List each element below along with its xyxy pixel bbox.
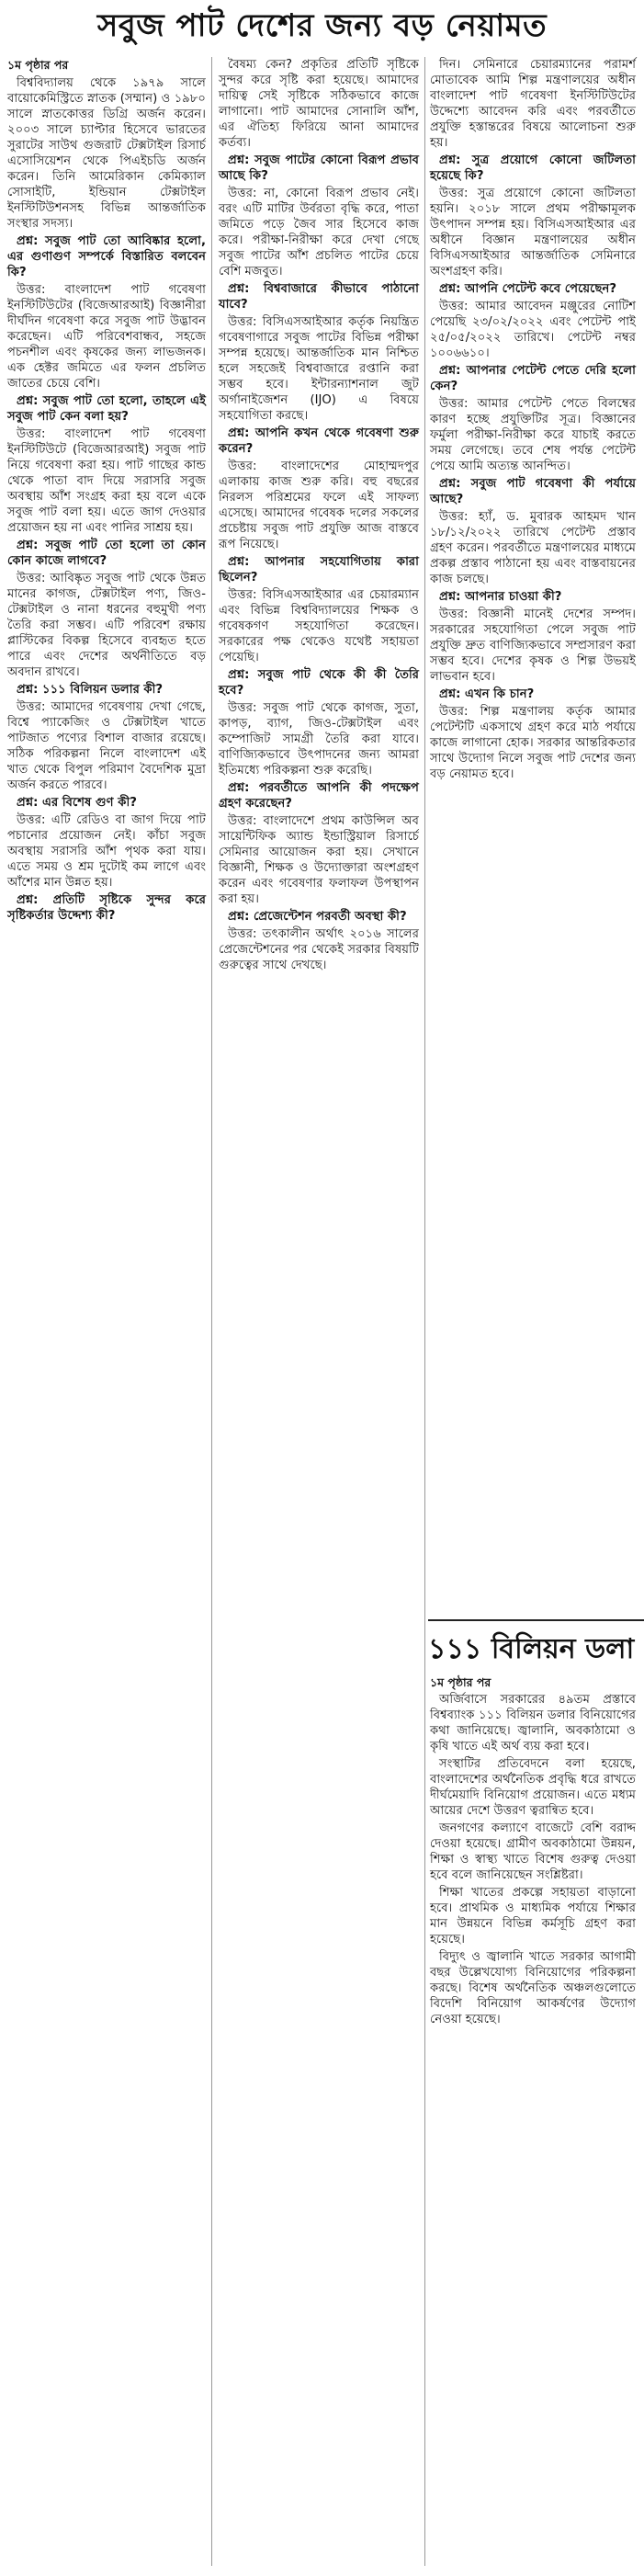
answer: উত্তর: হ্যাঁ, ড. মুবারক আহমদ খান ১৮/১২/২০২২ তারিখে পেটেন্ট প্রস্তাব গ্রহণ করেন। পরবর্তীতে মন্ত্রণালয়ের মাধ্যমে প্রকল্প প্রস্তাব পাঠানো হয় এবং বাস্তবায়নের কাজ চলছে।	[430, 510, 636, 586]
answer: উত্তর: বাংলাদেশে প্রথম কাউন্সিল অব সায়েন্টিফিক অ্যান্ড ইন্ডাস্ট্রিয়াল রিসার্চে সেমিনার আয়োজন করা হয়। সেখানে বিজ্ঞানী, শিক্ষক ও উদ্যোক্তারা অংশগ্রহণ করেন এবং গবেষণার ফলাফল উপস্থাপন করা হয়।	[219, 814, 419, 906]
answer: উত্তর: না, কোনো বিরূপ প্রভাব নেই। বরং এটি মাটির উর্বরতা বৃদ্ধি করে, পাতা জমিতে পড়ে জৈব সার হিসেবে কাজ করে। পরীক্ষা-নিরীক্ষা করে দেখা গেছে সবুজ পাটের আঁশ প্রচলিত পাটের চেয়ে বেশি মজবুত।	[219, 187, 419, 278]
headline: সবুজ পাট দেশের জন্য বড় নেয়ামত	[96, 6, 548, 44]
answer: উত্তর: শিল্প মন্ত্রণালয় কর্তৃক আমার পেটেন্টটি একসাথে গ্রহণ করে মাঠ পর্যায়ে কাজে লাগানো হোক। সরকার আন্তরিকতার সাথে উদ্যোগ নিলে সবুজ পাট দেশের জন্য বড় নেয়ামত হবে।	[430, 705, 636, 781]
question: প্রশ্ন: ১১১ বিলিয়ন ডলার কী?	[17, 683, 164, 697]
paragraph: দিন। সেমিনারে চেয়ারম্যানের পরামর্শ মোতাবেক আমি শিল্প মন্ত্রণালয়ের অধীন বাংলাদেশ পাট গবেষণা ইনস্টিটিউটের উদ্দেশ্যে আবেদন করি এবং পরবর্তীতে প্রযুক্তি হস্তান্তরের বিষয়ে আলোচনা শুরু হয়।	[430, 58, 636, 150]
answer: উত্তর: বিসিএসআইআর কর্তৃক নিয়ন্ত্রিত গবেষণাগারে সবুজ পাটের বিভিন্ন পরীক্ষা সম্পন্ন হয়েছে। আন্তর্জাতিক মান নিশ্চিত হলে সহজেই বিশ্ববাজারে রপ্তানি করা সম্ভব হবে। ইন্টারন্যাশনাল জুট অর্গানাইজেশন (IJO) এ বিষয়ে সহযোগিতা করছে।	[219, 315, 419, 423]
paragraph: বিদ্যুৎ ও জ্বালানি খাতে সরকার আগামী বছর উল্লেখযোগ্য বিনিয়োগের পরিকল্পনা করছে। বিশেষ অর্থনৈতিক অঞ্চলগুলোতে বিদেশি বিনিয়োগ আকর্ষণের উদ্যোগ নেওয়া হয়েছে।	[430, 1950, 636, 2026]
question: প্রশ্ন: সবুজ পাট থেকে কী কী তৈরি হবে?	[219, 668, 419, 698]
column-4	[430, 1674, 636, 2029]
answer: উত্তর: তৎকালীন অর্থাৎ ২০১৬ সালের প্রেজেন্টেশনের পর থেকেই সরকার বিষয়টি গুরুত্বের সাথে দেখছে।	[219, 927, 419, 972]
column-divider	[424, 57, 425, 2566]
answer: উত্তর: আমার আবেদন মঞ্জুরের নোটিশ পেয়েছি ২৩/০২/২০২২ এবং পেটেন্ট পাই ২৫/০৫/২০২২ তারিখে। পেটেন্ট নম্বর ১০০৬৬১০।	[430, 300, 636, 360]
question: প্রশ্ন: সবুজ পাট গবেষণা কী পর্যায়ে আছে?	[430, 477, 636, 506]
question: প্রশ্ন: প্রেজেন্টেশন পরবর্তী অবস্থা কী?	[228, 910, 407, 924]
answer: উত্তর: আমাদের গবেষণায় দেখা গেছে, বিশ্বে প্যাকেজিং ও টেক্সটাইল খাতে পাটজাত পণ্যের বিশাল বাজার রয়েছে। সঠিক পরিকল্পনা নিলে বাংলাদেশ এই খাত থেকে বিপুল পরিমাণ বৈদেশিক মুদ্রা অর্জন করতে পারবে।	[7, 700, 206, 792]
paragraph: বিশ্ববিদ্যালয় থেকে ১৯৭৯ সালে বায়োকেমিস্ট্রিতে স্নাতক (সম্মান) ও ১৯৮০ সালে স্নাতকোত্তর ডিগ্রি অর্জন করেন। ২০০৩ সালে চ্যাপ্টার হিসেবে ভারতের সুরাটের সাউথ গুজরাট টেক্সটাইল রিসার্চ এসোসিয়েশন থেকে পিএইচডি অর্জন করেন। তিনি আমেরিকান কেমিক্যাল সোসাইটি, ইন্ডিয়ান টেক্সটাইল ইনস্টিটিউশনসহ বিভিন্ন আন্তর্জাতিক সংস্থার সদস্য।	[7, 76, 206, 231]
answer: উত্তর: সুত্র প্রয়োগে কোনো জটিলতা হয়নি। ২০১৮ সালে প্রথম পরীক্ষামূলক উৎপাদন সম্পন্ন হয়। বিসিএসআইআর এর অধীনে বিজ্ঞান মন্ত্রণালয়ের অধীন বিসিএসআইআর আন্তর্জাতিক সেমিনারে অংশগ্রহণ করি।	[430, 187, 636, 278]
section-rule	[428, 1619, 644, 1621]
answer: উত্তর: আবিষ্কৃত সবুজ পাট থেকে উন্নত মানের কাগজ, টেক্সটাইল পণ্য, জিও-টেক্সটাইল ও নানা ধরনের বহুমুখী পণ্য তৈরি করা সম্ভব। এটি পরিবেশ রক্ষায় প্লাস্টিকের বিকল্প হিসেবে ব্যবহৃত হতে পারে এবং দেশের অর্থনীতিতে বড় অবদান রাখবে।	[7, 572, 206, 679]
question: প্রশ্ন: সবুজ পাটের কোনো বিরূপ প্রভাব আছে কি?	[219, 153, 419, 183]
question: প্রশ্ন: বিশ্ববাজারে কীভাবে পাঠানো যাবে?	[219, 282, 419, 312]
question: প্রশ্ন: সবুজ পাট তো হলো, তাহলে এই সবুজ পাট কেন বলা হয়?	[7, 394, 206, 424]
question: প্রশ্ন: সুত্র প্রয়োগে কোনো জটিলতা হয়েছে কি?	[430, 153, 636, 183]
question: প্রশ্ন: সবুজ পাট তো হলো তা কোন কোন কাজে লাগবে?	[7, 539, 206, 568]
column-2	[219, 57, 419, 975]
answer: উত্তর: বাংলাদেশ পাট গবেষণা ইনস্টিটিউটের (বিজেআরআই) বিজ্ঞানীরা দীর্ঘদিন গবেষণা করে সবুজ পাট উদ্ভাবন করেছেন। এটি পরিবেশবান্ধব, সহজে পচনশীল এবং কৃষকের জন্য লাভজনক। এক হেক্টর জমিতে এর ফলন প্রচলিত জাতের চেয়ে বেশি।	[7, 283, 206, 391]
answer: উত্তর: সবুজ পাট থেকে কাগজ, সুতা, কাপড়, ব্যাগ, জিও-টেক্সটাইল এবং কম্পোজিট সামগ্রী তৈরি করা যাবে। বাণিজ্যিকভাবে উৎপাদনের জন্য আমরা ইতিমধ্যে পরিকল্পনা শুরু করেছি।	[219, 701, 419, 777]
continued-label: ১ম পৃষ্ঠার পর	[7, 58, 69, 72]
sub-headline: ১১১ বিলিয়ন ডলা	[428, 1633, 635, 1663]
question: প্রশ্ন: আপনার সহযোগিতায় কারা ছিলেন?	[219, 555, 419, 584]
continued-label: ১ম পৃষ্ঠার পর	[430, 1675, 491, 1689]
question: প্রশ্ন: প্রতিটি সৃষ্টিকে সুন্দর করে সৃষ্টিকর্তার উদ্দেশ্য কী?	[7, 893, 206, 923]
question: প্রশ্ন: আপনার চাওয়া কী?	[439, 590, 562, 604]
paragraph: শিক্ষা খাতের প্রকল্পে সহায়তা বাড়ানো হবে। প্রাথমিক ও মাধ্যমিক পর্যায়ে শিক্ষার মান উন্নয়নে বিভিন্ন কর্মসূচি গ্রহণ করা হয়েছে।	[430, 1886, 636, 1946]
question: প্রশ্ন: এখন কি চান?	[439, 687, 535, 701]
answer: উত্তর: বিজ্ঞানী মানেই দেশের সম্পদ। সরকারের সহযোগিতা পেলে সবুজ পাট প্রযুক্তি দ্রুত বাণিজ্যিকভাবে সম্প্রসারণ করা সম্ভব হবে। দেশের কৃষক ও শিল্প উভয়ই লাভবান হবে।	[430, 607, 636, 684]
question: প্রশ্ন: সবুজ পাট তো আবিষ্কার হলো, এর গুণাগুণ সম্পর্কে বিস্তারিত বলবেন কি?	[7, 234, 206, 279]
answer: উত্তর: আমার পেটেন্ট পেতে বিলম্বের কারণ হচ্ছে প্রযুক্তিটির সূত্র। বিজ্ঞানের ফর্মুলা পরীক্ষা-নিরীক্ষা করে যাচাই করতে সময় লেগেছে। তবে শেষ পর্যন্ত পেটেন্ট পেয়ে আমি অত্যন্ত আনন্দিত।	[430, 397, 636, 473]
paragraph: সংস্থাটির প্রতিবেদনে বলা হয়েছে, বাংলাদেশের অর্থনৈতিক প্রবৃদ্ধি ধরে রাখতে দীর্ঘমেয়াদি বিনিয়োগ প্রয়োজন। এতে মধ্যম আয়ের দেশে উত্তরণ ত্বরান্বিত হবে।	[430, 1757, 636, 1818]
answer: উত্তর: এটি রেডিও বা জাগ দিয়ে পাট পচানোর প্রয়োজন নেই। কাঁচা সবুজ অবস্থায় সরাসরি আঁশ পৃথক করা যায়। এতে সময় ও শ্রম দুটোই কম লাগে এবং আঁশের মান উন্নত হয়।	[7, 813, 206, 890]
question: প্রশ্ন: এর বিশেষ গুণ কী?	[17, 796, 137, 810]
column-divider	[211, 57, 212, 2566]
paragraph: জনগণের কল্যাণে বাজেটে বেশি বরাদ্দ দেওয়া হয়েছে। গ্রামীণ অবকাঠামো উন্নয়ন, শিক্ষা ও স্বাস্থ্য খাতে বিশেষ গুরুত্ব দেওয়া হবে বলে জানিয়েছেন সংশ্লিষ্টরা।	[430, 1821, 636, 1882]
column-3	[430, 57, 636, 784]
column-1	[7, 57, 206, 925]
question: প্রশ্ন: পরবর্তীতে আপনি কী পদক্ষেপ গ্রহণ করেছেন?	[219, 781, 419, 811]
answer: উত্তর: বাংলাদেশ পাট গবেষণা ইনস্টিটিউটে (বিজেআরআই) সবুজ পাট নিয়ে গবেষণা করা হয়। পাট গাছের কান্ড থেকে পাতা বাদ দিয়ে সরাসরি সবুজ অবস্থায় আঁশ সংগ্রহ করা হয় বলে একে সবুজ পাট বলা হয়। এতে জাগ দেওয়ার প্রয়োজন হয় না এবং পানির সাশ্রয় হয়।	[7, 427, 206, 535]
question: প্রশ্ন: আপনার পেটেন্ট পেতে দেরি হলো কেন?	[430, 364, 636, 393]
answer: উত্তর: বাংলাদেশের মোহাম্মদপুর এলাকায় কাজ শুরু করি। বহু বছরের নিরলস পরিশ্রমের ফলে এই সাফল্য এসেছে। আমাদের গবেষক দলের সকলের প্রচেষ্টায় সবুজ পাট প্রযুক্তি আজ বাস্তবে রূপ নিয়েছে।	[219, 460, 419, 551]
paragraph: অর্জিবাসে সরকারের ৪৯তম প্রস্তাবে বিশ্বব্যাংক ১১১ বিলিয়ন ডলার বিনিয়োগের কথা জানিয়েছে। জ্বালানি, অবকাঠামো ও কৃষি খাতে এই অর্থ ব্যয় করা হবে।	[430, 1693, 636, 1753]
question: প্রশ্ন: আপনি পেটেন্ট কবে পেয়েছেন?	[439, 282, 616, 296]
question: প্রশ্ন: আপনি কখন থেকে গবেষণা শুরু করেন?	[219, 426, 419, 456]
paragraph: বৈষম্য কেন? প্রকৃতির প্রতিটি সৃষ্টিকে সুন্দর করে সৃষ্টি করা হয়েছে। আমাদের দায়িত্ব সেই সৃষ্টিকে সঠিকভাবে কাজে লাগানো। পাট আমাদের সোনালি আঁশ, এর ঐতিহ্য ফিরিয়ে আনা আমাদের কর্তব্য।	[219, 58, 419, 150]
answer: উত্তর: বিসিএসআইআর এর চেয়ারম্যান এবং বিভিন্ন বিশ্ববিদ্যালয়ের শিক্ষক ও গবেষকগণ সহযোগিতা করেছেন। সরকারের পক্ষ থেকেও যথেষ্ট সহায়তা পেয়েছি।	[219, 588, 419, 664]
